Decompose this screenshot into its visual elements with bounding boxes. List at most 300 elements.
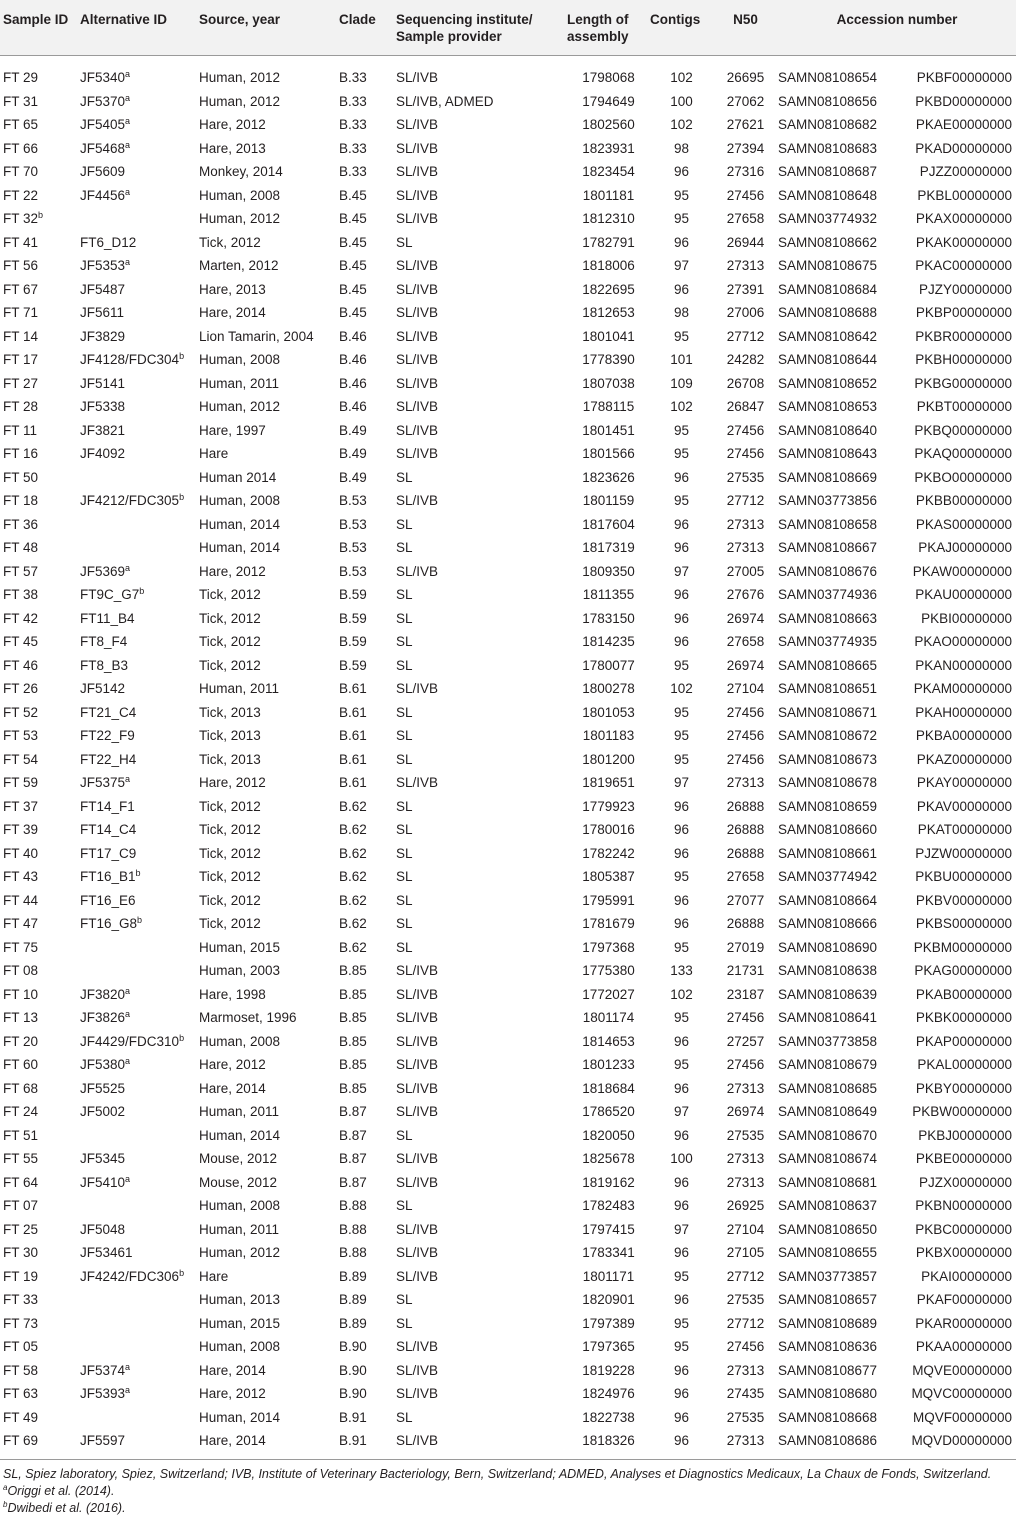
cell-sample-id-text: FT 66 bbox=[3, 140, 39, 156]
cell-alternative-id bbox=[80, 113, 199, 137]
cell-length-of-assembly-text: 1797389 bbox=[582, 1315, 635, 1331]
cell-alternative-id bbox=[80, 936, 199, 960]
cell-sequencing-institute bbox=[396, 607, 567, 631]
cell-length-of-assembly-text: 1820901 bbox=[582, 1292, 635, 1307]
cell-n50-text: 27316 bbox=[726, 164, 765, 179]
cell-sequencing-institute-text: SL/IVB bbox=[396, 1433, 439, 1448]
cell-clade bbox=[339, 160, 396, 184]
footnote-marker: a bbox=[125, 1173, 131, 1184]
cell-clade-text: B.46 bbox=[339, 399, 367, 414]
cell-length-of-assembly-text: 1782483 bbox=[582, 1198, 635, 1213]
cell-contigs-text: 96 bbox=[673, 1362, 690, 1378]
cell-length-of-assembly bbox=[567, 325, 650, 349]
cell-clade bbox=[339, 466, 396, 490]
cell-alternative-id bbox=[80, 865, 199, 889]
header-contigs: Contigs bbox=[650, 0, 713, 56]
cell-genbank-accession-text: PKBI00000000 bbox=[921, 610, 1013, 626]
cell-clade-text: B.91 bbox=[339, 1409, 367, 1425]
cell-biosample-accession bbox=[778, 113, 888, 137]
cell-alternative-id-text: JF4092 bbox=[80, 446, 126, 461]
cell-sample-id-text: FT 17 bbox=[3, 352, 39, 367]
cell-contigs bbox=[650, 56, 713, 90]
cell-sequencing-institute-text: SL/IVB bbox=[396, 258, 439, 273]
cell-length-of-assembly bbox=[567, 795, 650, 819]
cell-genbank-accession bbox=[888, 724, 1016, 748]
cell-alternative-id-text: FT17_C9 bbox=[80, 845, 137, 861]
cell-length-of-assembly bbox=[567, 348, 650, 372]
cell-contigs-text: 96 bbox=[673, 634, 690, 649]
cell-n50-text: 27019 bbox=[726, 939, 765, 955]
cell-alternative-id bbox=[80, 184, 199, 208]
table-row bbox=[0, 818, 1016, 842]
cell-genbank-accession-text: PKAP00000000 bbox=[915, 1033, 1013, 1049]
cell-source-year bbox=[199, 56, 339, 90]
table-row bbox=[0, 701, 1016, 725]
cell-clade bbox=[339, 278, 396, 302]
cell-sequencing-institute-text: SL bbox=[396, 516, 413, 532]
cell-source-year-text: Hare, 2012 bbox=[199, 775, 266, 790]
cell-clade-text: B.61 bbox=[339, 681, 367, 696]
cell-sample-id-text: FT 31 bbox=[3, 93, 39, 109]
cell-clade-text: B.87 bbox=[339, 1151, 367, 1166]
cell-length-of-assembly bbox=[567, 278, 650, 302]
cell-alternative-id bbox=[80, 1218, 199, 1242]
cell-n50 bbox=[713, 583, 778, 607]
cell-sequencing-institute-text: SL bbox=[396, 234, 413, 250]
cell-contigs-text: 96 bbox=[673, 587, 690, 602]
cell-sequencing-institute-text: SL bbox=[396, 1409, 413, 1425]
cell-alternative-id-text: FT11_B4 bbox=[80, 610, 135, 626]
cell-clade bbox=[339, 56, 396, 90]
cell-biosample-accession bbox=[778, 372, 888, 396]
cell-sample-id-text: FT 73 bbox=[3, 1315, 39, 1331]
cell-n50 bbox=[713, 1006, 778, 1030]
cell-n50-text: 26888 bbox=[726, 798, 765, 814]
table-row bbox=[0, 1288, 1016, 1312]
cell-sequencing-institute bbox=[396, 1359, 567, 1383]
cell-alternative-id bbox=[80, 301, 199, 325]
footnote-marker: a bbox=[125, 186, 131, 197]
cell-source-year bbox=[199, 90, 339, 114]
cell-contigs bbox=[650, 1312, 713, 1336]
cell-source-year-text: Tick, 2012 bbox=[199, 610, 261, 626]
cell-genbank-accession bbox=[888, 231, 1016, 255]
cell-length-of-assembly bbox=[567, 1406, 650, 1430]
cell-sample-id bbox=[0, 1006, 80, 1030]
cell-source-year-text: Human, 2014 bbox=[199, 516, 281, 532]
cell-genbank-accession-text: PKBX00000000 bbox=[915, 1245, 1013, 1260]
cell-sequencing-institute-text: SL/IVB bbox=[396, 1104, 439, 1119]
cell-sample-id bbox=[0, 842, 80, 866]
cell-biosample-accession-text: SAMN08108681 bbox=[778, 1174, 878, 1190]
cell-length-of-assembly bbox=[567, 113, 650, 137]
cell-alternative-id-text: JF5141 bbox=[80, 375, 126, 391]
cell-source-year-text: Human, 2014 bbox=[199, 1127, 281, 1143]
cell-n50-text: 27005 bbox=[726, 563, 765, 579]
cell-alternative-id-text: JF5370 bbox=[80, 93, 126, 109]
cell-clade bbox=[339, 419, 396, 443]
cell-n50-text: 27313 bbox=[726, 516, 765, 532]
cell-biosample-accession-text: SAMN08108651 bbox=[778, 681, 878, 696]
cell-biosample-accession bbox=[778, 231, 888, 255]
cell-alternative-id bbox=[80, 325, 199, 349]
cell-contigs-text: 95 bbox=[673, 751, 690, 767]
cell-genbank-accession bbox=[888, 1218, 1016, 1242]
cell-biosample-accession-text: SAMN08108669 bbox=[778, 469, 878, 485]
cell-alternative-id bbox=[80, 1030, 199, 1054]
cell-biosample-accession-text: SAMN08108640 bbox=[778, 422, 878, 438]
cell-length-of-assembly-text: 1801174 bbox=[582, 1010, 635, 1025]
cell-genbank-accession-text: PKAR00000000 bbox=[915, 1315, 1013, 1331]
cell-clade bbox=[339, 889, 396, 913]
cell-genbank-accession bbox=[888, 184, 1016, 208]
cell-n50-text: 27394 bbox=[726, 140, 765, 156]
table-row bbox=[0, 983, 1016, 1007]
cell-sample-id-text: FT 47 bbox=[3, 916, 39, 931]
cell-length-of-assembly-text: 1805387 bbox=[582, 869, 635, 884]
cell-biosample-accession-text: SAMN08108671 bbox=[778, 704, 878, 720]
cell-sample-id-text: FT 26 bbox=[3, 681, 39, 696]
cell-alternative-id bbox=[80, 419, 199, 443]
cell-contigs-text: 101 bbox=[670, 352, 693, 367]
table-row bbox=[0, 1030, 1016, 1054]
cell-clade bbox=[339, 113, 396, 137]
cell-sample-id bbox=[0, 1147, 80, 1171]
cell-length-of-assembly-text: 1801171 bbox=[582, 1268, 635, 1284]
cell-contigs-text: 95 bbox=[673, 187, 690, 203]
cell-contigs-text: 109 bbox=[670, 375, 693, 391]
cell-sample-id bbox=[0, 1312, 80, 1336]
header-source-year: Source, year bbox=[199, 0, 339, 56]
cell-contigs-text: 102 bbox=[670, 117, 693, 132]
cell-genbank-accession-text: PKAS00000000 bbox=[915, 516, 1013, 532]
footnote-marker: a bbox=[125, 116, 131, 126]
cell-sample-id bbox=[0, 160, 80, 184]
cell-n50 bbox=[713, 677, 778, 701]
cell-biosample-accession-text: SAMN08108690 bbox=[778, 939, 878, 955]
cell-length-of-assembly-text: 1801181 bbox=[582, 187, 635, 203]
cell-biosample-accession bbox=[778, 513, 888, 537]
table-header bbox=[0, 0, 1016, 56]
cell-n50 bbox=[713, 771, 778, 795]
cell-length-of-assembly-text: 1822695 bbox=[582, 281, 635, 297]
cell-sequencing-institute bbox=[396, 1006, 567, 1030]
table-row bbox=[0, 372, 1016, 396]
cell-contigs-text: 95 bbox=[673, 211, 690, 226]
cell-n50 bbox=[713, 301, 778, 325]
cell-contigs bbox=[650, 1053, 713, 1077]
cell-source-year-text: Human, 2008 bbox=[199, 1198, 281, 1213]
cell-n50-text: 21731 bbox=[726, 963, 765, 978]
cell-n50 bbox=[713, 724, 778, 748]
cell-sample-id-text: FT 52 bbox=[3, 704, 39, 720]
cell-clade-text: B.46 bbox=[339, 375, 367, 391]
cell-source-year bbox=[199, 137, 339, 161]
cell-genbank-accession bbox=[888, 1030, 1016, 1054]
cell-length-of-assembly bbox=[567, 936, 650, 960]
cell-clade-text: B.62 bbox=[339, 916, 367, 931]
cell-length-of-assembly-text: 1775380 bbox=[582, 963, 635, 978]
cell-contigs-text: 95 bbox=[673, 1315, 690, 1331]
cell-contigs bbox=[650, 513, 713, 537]
table-row bbox=[0, 56, 1016, 90]
cell-length-of-assembly bbox=[567, 748, 650, 772]
cell-alternative-id bbox=[80, 912, 199, 936]
cell-sequencing-institute bbox=[396, 348, 567, 372]
cell-sample-id-text: FT 69 bbox=[3, 1433, 39, 1448]
cell-biosample-accession bbox=[778, 795, 888, 819]
cell-alternative-id-text: FT9C_G7 bbox=[80, 587, 140, 602]
cell-genbank-accession bbox=[888, 1335, 1016, 1359]
cell-clade bbox=[339, 1124, 396, 1148]
cell-alternative-id bbox=[80, 771, 199, 795]
cell-sequencing-institute-text: SL/IVB bbox=[396, 963, 439, 978]
cell-sequencing-institute-text: SL bbox=[396, 1127, 413, 1143]
cell-genbank-accession bbox=[888, 113, 1016, 137]
cell-alternative-id bbox=[80, 1194, 199, 1218]
cell-length-of-assembly-text: 1819162 bbox=[582, 1174, 635, 1190]
cell-n50-text: 27313 bbox=[726, 1362, 765, 1378]
cell-source-year-text: Human, 2011 bbox=[199, 1104, 280, 1119]
table-row bbox=[0, 1194, 1016, 1218]
cell-source-year-text: Hare, 2014 bbox=[199, 1080, 266, 1096]
cell-clade bbox=[339, 865, 396, 889]
cell-sequencing-institute-text: SL bbox=[396, 798, 413, 814]
cell-sample-id-text: FT 40 bbox=[3, 845, 39, 861]
cell-biosample-accession bbox=[778, 1124, 888, 1148]
footnote-marker: b bbox=[139, 586, 145, 596]
cell-alternative-id bbox=[80, 983, 199, 1007]
table-footnotes bbox=[0, 1459, 1016, 1517]
cell-source-year-text: Human, 2008 bbox=[199, 1339, 281, 1354]
cell-n50-text: 27313 bbox=[726, 775, 765, 790]
cell-source-year bbox=[199, 1030, 339, 1054]
cell-sample-id-text: FT 16 bbox=[3, 446, 39, 461]
cell-contigs-text: 95 bbox=[673, 1268, 690, 1284]
cell-sample-id bbox=[0, 1171, 80, 1195]
cell-length-of-assembly-text: 1823454 bbox=[582, 164, 635, 179]
cell-genbank-accession-text: PKBO00000000 bbox=[914, 469, 1013, 485]
cell-alternative-id-text: JF4242/FDC306 bbox=[80, 1268, 180, 1284]
cell-biosample-accession bbox=[778, 1030, 888, 1054]
cell-sequencing-institute-text: SL bbox=[396, 657, 413, 673]
cell-length-of-assembly-text: 1782791 bbox=[582, 234, 635, 250]
cell-length-of-assembly-text: 1824976 bbox=[582, 1386, 635, 1401]
cell-length-of-assembly-text: 1797368 bbox=[582, 939, 635, 955]
cell-clade bbox=[339, 607, 396, 631]
cell-biosample-accession bbox=[778, 1006, 888, 1030]
cell-sequencing-institute bbox=[396, 1030, 567, 1054]
cell-genbank-accession bbox=[888, 1124, 1016, 1148]
cell-contigs bbox=[650, 1241, 713, 1265]
cell-source-year bbox=[199, 419, 339, 443]
cell-clade-text: B.89 bbox=[339, 1292, 367, 1307]
cell-length-of-assembly bbox=[567, 865, 650, 889]
cell-alternative-id bbox=[80, 536, 199, 560]
cell-biosample-accession-text: SAMN03773856 bbox=[778, 493, 878, 508]
cell-sequencing-institute bbox=[396, 1053, 567, 1077]
cell-biosample-accession bbox=[778, 536, 888, 560]
footnote-b-mark: b bbox=[3, 1499, 8, 1509]
cell-source-year-text: Monkey, 2014 bbox=[199, 164, 283, 179]
cell-contigs bbox=[650, 630, 713, 654]
cell-biosample-accession bbox=[778, 1241, 888, 1265]
cell-alternative-id bbox=[80, 489, 199, 513]
cell-genbank-accession-text: MQVD00000000 bbox=[911, 1433, 1013, 1448]
cell-sample-id-text: FT 58 bbox=[3, 1362, 39, 1378]
cell-clade bbox=[339, 1241, 396, 1265]
cell-sequencing-institute-text: SL bbox=[396, 587, 413, 602]
cell-n50-text: 27456 bbox=[726, 728, 765, 743]
cell-sample-id-text: FT 38 bbox=[3, 587, 39, 602]
cell-genbank-accession bbox=[888, 90, 1016, 114]
cell-clade-text: B.45 bbox=[339, 281, 367, 297]
cell-source-year bbox=[199, 677, 339, 701]
cell-source-year-text: Human, 2012 bbox=[199, 93, 281, 109]
cell-sample-id bbox=[0, 1124, 80, 1148]
cell-genbank-accession-text: PKAT00000000 bbox=[917, 822, 1013, 837]
cell-n50 bbox=[713, 607, 778, 631]
table-row bbox=[0, 325, 1016, 349]
cell-contigs-text: 102 bbox=[670, 986, 693, 1002]
cell-sample-id-text: FT 13 bbox=[3, 1010, 39, 1025]
cell-genbank-accession bbox=[888, 607, 1016, 631]
cell-alternative-id-text: JF5410 bbox=[80, 1174, 126, 1190]
cell-contigs-text: 97 bbox=[673, 775, 690, 790]
cell-genbank-accession bbox=[888, 748, 1016, 772]
cell-sample-id bbox=[0, 513, 80, 537]
cell-contigs-text: 95 bbox=[673, 704, 690, 720]
cell-sequencing-institute-text: SL/IVB bbox=[396, 1268, 439, 1284]
cell-sample-id bbox=[0, 865, 80, 889]
cell-contigs-text: 95 bbox=[673, 446, 690, 461]
cell-biosample-accession bbox=[778, 889, 888, 913]
cell-sequencing-institute-text: SL bbox=[396, 469, 413, 485]
cell-alternative-id-text: JF5369 bbox=[80, 563, 126, 579]
cell-source-year bbox=[199, 1335, 339, 1359]
cell-n50 bbox=[713, 184, 778, 208]
cell-source-year bbox=[199, 1077, 339, 1101]
cell-length-of-assembly bbox=[567, 137, 650, 161]
cell-biosample-accession-text: SAMN08108672 bbox=[778, 728, 878, 743]
cell-contigs-text: 96 bbox=[673, 1386, 690, 1401]
cell-alternative-id-text: JF3820 bbox=[80, 986, 126, 1002]
table-row bbox=[0, 113, 1016, 137]
cell-clade bbox=[339, 677, 396, 701]
cell-length-of-assembly-text: 1812310 bbox=[582, 211, 635, 226]
cell-clade bbox=[339, 583, 396, 607]
cell-genbank-accession bbox=[888, 1241, 1016, 1265]
cell-alternative-id bbox=[80, 560, 199, 584]
cell-contigs bbox=[650, 160, 713, 184]
cell-biosample-accession-text: SAMN08108679 bbox=[778, 1057, 878, 1072]
cell-clade-text: B.61 bbox=[339, 704, 367, 720]
cell-n50 bbox=[713, 889, 778, 913]
cell-contigs-text: 96 bbox=[673, 1127, 690, 1143]
cell-genbank-accession-text: PKBR00000000 bbox=[915, 328, 1013, 344]
cell-alternative-id bbox=[80, 1147, 199, 1171]
cell-genbank-accession bbox=[888, 1077, 1016, 1101]
cell-alternative-id bbox=[80, 607, 199, 631]
cell-alternative-id-text: JF3829 bbox=[80, 328, 126, 344]
cell-biosample-accession-text: SAMN08108687 bbox=[778, 164, 878, 179]
cell-alternative-id-text: FT22_H4 bbox=[80, 751, 137, 767]
table-row bbox=[0, 1265, 1016, 1289]
cell-sample-id bbox=[0, 607, 80, 631]
cell-biosample-accession bbox=[778, 278, 888, 302]
cell-sequencing-institute bbox=[396, 419, 567, 443]
cell-genbank-accession-text: PKAG00000000 bbox=[914, 963, 1013, 978]
cell-contigs-text: 96 bbox=[673, 1080, 690, 1096]
cell-genbank-accession bbox=[888, 842, 1016, 866]
cell-length-of-assembly-text: 1817319 bbox=[582, 540, 635, 555]
cell-length-of-assembly bbox=[567, 1288, 650, 1312]
table-row bbox=[0, 607, 1016, 631]
footnote-marker: a bbox=[125, 257, 131, 267]
cell-n50-text: 26944 bbox=[726, 234, 765, 250]
cell-alternative-id bbox=[80, 1406, 199, 1430]
cell-biosample-accession-text: SAMN08108659 bbox=[778, 798, 878, 814]
cell-biosample-accession-text: SAMN08108653 bbox=[778, 399, 878, 414]
cell-length-of-assembly-text: 1801566 bbox=[582, 446, 635, 461]
cell-contigs-text: 102 bbox=[670, 399, 693, 414]
table-row bbox=[0, 184, 1016, 208]
cell-sample-id bbox=[0, 1100, 80, 1124]
cell-source-year-text: Mouse, 2012 bbox=[199, 1151, 278, 1166]
cell-sequencing-institute bbox=[396, 1406, 567, 1430]
cell-genbank-accession bbox=[888, 654, 1016, 678]
cell-sample-id-text: FT 55 bbox=[3, 1151, 39, 1166]
cell-n50-text: 27535 bbox=[726, 1292, 765, 1307]
cell-source-year bbox=[199, 1312, 339, 1336]
footnote-b-text: Dwibedi et al. (2016). bbox=[7, 1500, 126, 1515]
cell-sequencing-institute bbox=[396, 889, 567, 913]
cell-alternative-id-text: JF5345 bbox=[80, 1151, 126, 1166]
cell-clade bbox=[339, 1006, 396, 1030]
cell-sample-id bbox=[0, 184, 80, 208]
cell-sample-id bbox=[0, 56, 80, 90]
cell-sample-id-text: FT 25 bbox=[3, 1221, 39, 1237]
cell-contigs-text: 96 bbox=[673, 1198, 690, 1213]
cell-biosample-accession-text: SAMN08108662 bbox=[778, 234, 878, 250]
cell-genbank-accession-text: PJZX00000000 bbox=[918, 1174, 1013, 1190]
cell-length-of-assembly-text: 1801183 bbox=[582, 728, 635, 743]
cell-contigs-text: 97 bbox=[673, 563, 690, 579]
cell-sequencing-institute bbox=[396, 1147, 567, 1171]
cell-sequencing-institute bbox=[396, 372, 567, 396]
cell-sample-id bbox=[0, 1406, 80, 1430]
cell-sequencing-institute bbox=[396, 56, 567, 90]
cell-sample-id-text: FT 67 bbox=[3, 281, 39, 297]
cell-contigs bbox=[650, 1147, 713, 1171]
cell-sample-id bbox=[0, 207, 80, 231]
cell-source-year bbox=[199, 583, 339, 607]
cell-source-year-text: Human, 2012 bbox=[199, 70, 281, 85]
cell-sample-id bbox=[0, 912, 80, 936]
cell-clade-text: B.49 bbox=[339, 422, 367, 438]
cell-sequencing-institute bbox=[396, 395, 567, 419]
cell-clade-text: B.45 bbox=[339, 258, 367, 273]
cell-sequencing-institute bbox=[396, 278, 567, 302]
cell-sample-id-text: FT 11 bbox=[3, 422, 38, 438]
cell-biosample-accession-text: SAMN08108654 bbox=[778, 70, 878, 85]
cell-clade-text: B.62 bbox=[339, 822, 367, 837]
cell-biosample-accession bbox=[778, 301, 888, 325]
cell-sequencing-institute bbox=[396, 842, 567, 866]
cell-biosample-accession-text: SAMN08108650 bbox=[778, 1221, 878, 1237]
cell-n50-text: 27435 bbox=[726, 1386, 765, 1401]
cell-clade bbox=[339, 560, 396, 584]
